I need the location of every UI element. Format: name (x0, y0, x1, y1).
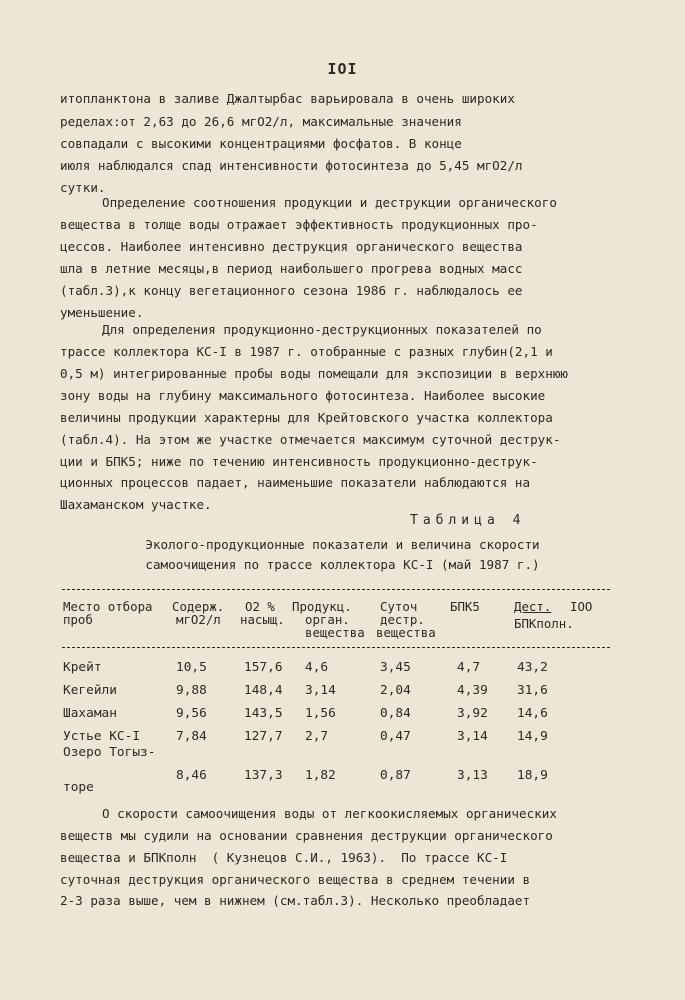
table-top-rule (62, 589, 610, 590)
table-caption-2: самоочищения по трассе коллектора КС-I (май 1987 г.) (145, 557, 540, 572)
cell-o2: 148,4 (244, 683, 283, 698)
cell-o2: 157,6 (244, 660, 283, 675)
header-o2-2: насыщ. (240, 612, 285, 627)
header-prod-2: орган. (305, 612, 350, 627)
header-prod-1: Продукц. (292, 599, 352, 614)
text-line: шла в летние месяцы,в период наибольшего прогрева водных масс (60, 261, 523, 276)
cell-destr: 0,87 (380, 768, 411, 783)
text-line: трассе коллектора КС-I в 1987 г. отобранные с разных глубин(2,1 и (60, 344, 553, 359)
text-line: величины продукции характерны для Крейтовского участка коллектора (60, 410, 553, 425)
cell-place: Кегейли (63, 683, 117, 698)
header-destr-1: Суточ (380, 599, 418, 614)
cell-prod: 3,14 (305, 683, 336, 698)
cell-prod: 1,82 (305, 768, 336, 783)
text-line: уменьшение. (60, 305, 144, 320)
header-destr-3: вещества (376, 625, 436, 640)
cell-content: 9,88 (176, 683, 207, 698)
text-line: Для определения продукционно-деструкционных показателей по (102, 322, 542, 337)
text-line: суточная деструкция органического вещества в среднем течении в (60, 872, 531, 887)
text-line: 2-3 раза выше, чем в нижнем (см.табл.3). Несколько преобладает (60, 893, 531, 908)
cell-place: Озеро Тогыз- (63, 745, 156, 760)
text-line: Шахаманском участке. (60, 497, 212, 512)
cell-content: 8,46 (176, 768, 207, 783)
cell-prod: 4,6 (305, 660, 329, 675)
text-line: (табл.4). На этом же участке отмечается максимум суточной деструк- (60, 432, 561, 447)
cell-place: Шахаман (63, 706, 117, 721)
cell-destr: 0,47 (380, 729, 411, 744)
cell-bpk: 4,39 (457, 683, 488, 698)
cell-content: 9,56 (176, 706, 207, 721)
text-line: ционных процессов падает, наименьшие показатели наблюдаются на (60, 475, 531, 490)
table-title: Таблица 4 (410, 513, 526, 528)
text-line: веществ мы судили на основании сравнения деструкции органического (60, 828, 553, 843)
cell-content: 10,5 (176, 660, 207, 675)
text-line: цессов. Наиболее интенсивно деструкция органического вещества (60, 239, 523, 254)
header-ratio-2: БПКполн. (514, 616, 574, 631)
text-line: итопланктона в заливе Джалтырбас варьировала в очень широких (60, 91, 515, 106)
header-prod-3: вещества (305, 625, 365, 640)
cell-bpk: 3,14 (457, 729, 488, 744)
text-line: ции и БПК5; ниже по течению интенсивность продукционно-деструк- (60, 454, 538, 469)
header-content-1: Содерж. (172, 599, 225, 614)
header-place-1: Место отбора (63, 599, 153, 614)
text-line: вещества и БПКполн ( Кузнецов С.И., 1963). По трассе КС-I (60, 850, 508, 865)
cell-destr: 3,45 (380, 660, 411, 675)
cell-o2: 127,7 (244, 729, 283, 744)
cell-o2: 137,3 (244, 768, 283, 783)
cell-prod: 2,7 (305, 729, 329, 744)
header-destr-2: дестр. (380, 612, 425, 627)
table-header-rule (62, 647, 610, 648)
cell-bpk: 3,92 (457, 706, 488, 721)
text-line: 0,5 м) интегрированные пробы воды помещали для экспозиции в верхнюю (60, 366, 568, 381)
cell-content: 7,84 (176, 729, 207, 744)
cell-place: Крейт (63, 660, 102, 675)
cell-ratio: 31,6 (517, 683, 548, 698)
cell-ratio: 14,6 (517, 706, 548, 721)
header-place-2: проб (63, 612, 93, 627)
cell-ratio: 18,9 (517, 768, 548, 783)
text-line: вещества в толще воды отражает эффективность продукционных про- (60, 217, 538, 232)
table-caption-1: Эколого-продукционные показатели и величина скорости (145, 537, 540, 552)
text-line: О скорости самоочищения воды от легкоокисляемых органических (102, 806, 557, 821)
text-line: (табл.3),к концу вегетационного сезона 1986 г. наблюдалось ее (60, 283, 523, 298)
text-line: совпадали с высокими концентрациями фосфатов. В конце (60, 136, 462, 151)
header-content-2: мгО2/л (176, 612, 221, 627)
cell-bpk: 4,7 (457, 660, 481, 675)
cell-place-continued: торе (63, 780, 94, 795)
page-number: IOI (327, 60, 358, 78)
text-line: ределах:от 2,63 до 26,6 мгО2/л, максимальные значения (60, 114, 462, 129)
header-ratio-1: Дест. (514, 599, 552, 614)
cell-place: Устье КС-I (63, 729, 141, 744)
cell-o2: 143,5 (244, 706, 283, 721)
cell-destr: 2,04 (380, 683, 411, 698)
cell-prod: 1,56 (305, 706, 336, 721)
header-ratio-mult: IOO (570, 599, 593, 614)
text-line: зону воды на глубину максимального фотосинтеза. Наиболее высокие (60, 388, 546, 403)
text-line: сутки. (60, 180, 106, 195)
cell-ratio: 43,2 (517, 660, 548, 675)
cell-bpk: 3,13 (457, 768, 488, 783)
cell-ratio: 14,9 (517, 729, 548, 744)
header-bpk: БПК5 (450, 599, 480, 614)
header-o2-1: О2 % (245, 599, 275, 614)
text-line: Определение соотношения продукции и деструкции органического (102, 195, 557, 210)
text-line: июля наблюдался спад интенсивности фотосинтеза до 5,45 мгО2/л (60, 158, 523, 173)
cell-destr: 0,84 (380, 706, 411, 721)
